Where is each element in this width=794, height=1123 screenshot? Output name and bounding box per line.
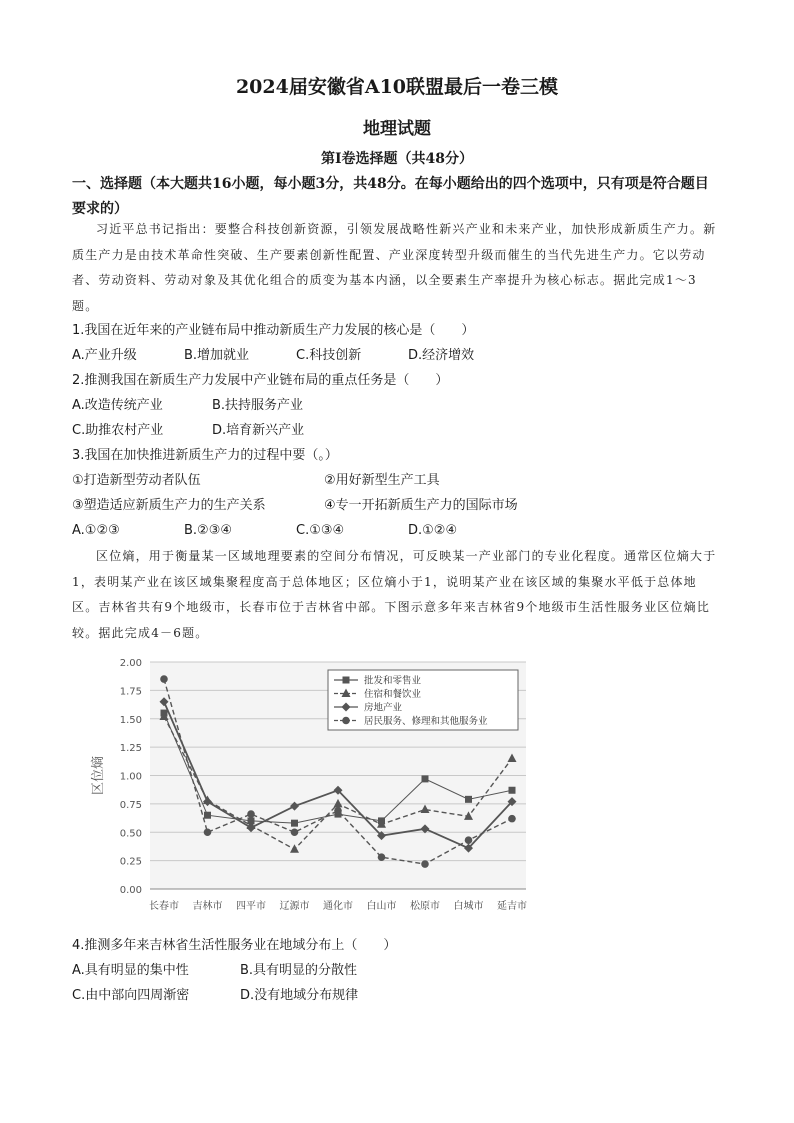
- x-tick-label: 延吉市: [497, 901, 527, 912]
- series-4-point: [291, 828, 299, 836]
- y-tick-label: 0.25: [119, 856, 142, 868]
- question-3-option-b: B.②③④: [184, 523, 233, 538]
- y-tick-label: 0.00: [119, 885, 142, 896]
- x-tick-label: 松原市: [410, 901, 440, 912]
- question-4-stem: 4.推测多年来吉林省生活性服务业在地域分布上（ ）: [72, 938, 397, 953]
- series-4-point: [334, 807, 342, 815]
- passage-1: 习近平总书记指出：要整合科技创新资源，引领发展战略性新兴产业和未来产业，加快形成新质生产力。新质生产力是由技术革命性突破、生产要素创新性配置、产业深度转型升级而催生的当代先进生产力。它以劳动者、劳动资料、劳动对象及其优化组合的质变为基本内涵，以全要素生产率提升为核心标志。据此完成1～3题。: [72, 222, 717, 313]
- question-3-statement-3: ③塑造适应新质生产力的生产关系: [72, 498, 266, 513]
- section-heading: 一、选择题（本大题共16小题，每小题3分，共48分。在每小题给出的四个选项中，只有项是符合题目要求的）: [72, 176, 709, 217]
- question-2-option-c: C.助推农村产业: [72, 423, 164, 438]
- y-tick-label: 1.00: [119, 771, 142, 783]
- chart-legend: [328, 670, 518, 730]
- y-axis-label: 区位熵: [91, 755, 106, 796]
- x-tick-label: 辽源市: [279, 901, 310, 912]
- question-4-option-a: A.具有明显的集中性: [72, 963, 189, 978]
- x-tick-label: 四平市: [236, 901, 266, 912]
- legend-marker: [342, 717, 350, 725]
- question-3-stem: 3.我国在加快推进新质生产力的过程中要（。）: [72, 448, 338, 463]
- x-tick-label: 吉林市: [192, 901, 223, 912]
- legend-label: 住宿和餐饮业: [364, 689, 422, 700]
- subject-title: 地理试题: [363, 119, 431, 139]
- x-tick-label: 长春市: [149, 901, 179, 912]
- question-1-option-d: D.经济增效: [408, 348, 475, 363]
- series-1-point: [509, 787, 516, 794]
- y-tick-label: 1.75: [119, 686, 142, 698]
- series-4-point: [378, 853, 386, 861]
- series-1-point: [465, 796, 472, 803]
- question-2-option-b: B.扶持服务产业: [212, 398, 304, 413]
- series-4-point: [508, 815, 516, 823]
- y-tick-label: 1.25: [119, 743, 142, 755]
- question-1-option-b: B.增加就业: [184, 348, 250, 363]
- question-3-statement-1: ①打造新型劳动者队伍: [72, 473, 201, 488]
- passage-2: 区位熵，用于衡量某一区域地理要素的空间分布情况，可反映某一产业部门的专业化程度。通常区位熵大于1，表明某产业在该区域集聚程度高于总体地区；区位熵小于1，说明某产业在该区域的集聚水平低于总体地区。吉林省共有9个地级市，长春市位于吉林省中部。下图示意多年来吉林省9个地级市生活性服务业区位熵比较。据此完成4－6题。: [72, 549, 717, 640]
- question-3-option-d: D.①②④: [408, 523, 458, 538]
- x-tick-label: 通化市: [323, 901, 353, 912]
- question-1-stem: 1.我国在近年来的产业链布局中推动新质生产力发展的核心是（ ）: [72, 323, 475, 338]
- series-4-point: [465, 836, 473, 844]
- series-1-point: [422, 775, 429, 782]
- question-4-option-b: B.具有明显的分散性: [240, 963, 358, 978]
- question-3-option-a: A.①②③: [72, 523, 120, 538]
- question-4-option-d: D.没有地域分布规律: [240, 988, 359, 1003]
- location-quotient-line-chart: [88, 652, 538, 922]
- question-3-statement-4: ④专一开拓新质生产力的国际市场: [324, 498, 518, 513]
- x-tick-label: 白城市: [453, 901, 484, 912]
- question-1-option-a: A.产业升级: [72, 348, 137, 363]
- question-4-option-c: C.由中部向四周渐密: [72, 988, 190, 1003]
- question-2-stem: 2.推测我国在新质生产力发展中产业链布局的重点任务是（ ）: [72, 373, 449, 388]
- series-1-point: [291, 820, 298, 827]
- question-3-statement-2: ②用好新型生产工具: [324, 473, 440, 488]
- legend-label: 房地产业: [364, 702, 403, 714]
- x-tick-label: 白山市: [366, 901, 397, 912]
- question-3-option-c: C.①③④: [296, 523, 345, 538]
- question-2-option-d: D.培育新兴产业: [212, 423, 305, 438]
- series-1-point: [204, 812, 211, 819]
- question-1-option-c: C.科技创新: [296, 348, 362, 363]
- y-tick-label: 2.00: [119, 658, 142, 669]
- question-2-option-a: A.改造传统产业: [72, 398, 163, 413]
- legend-label: 居民服务、修理和其他服务业: [364, 716, 488, 727]
- part-title: 第Ⅰ卷选择题（共48分）: [320, 151, 474, 167]
- legend-label: 批发和零售业: [364, 675, 422, 687]
- y-tick-label: 1.50: [119, 714, 142, 726]
- series-4-point: [160, 675, 168, 683]
- series-4-point: [421, 860, 429, 868]
- exam-title: 2024届安徽省A10联盟最后一卷三模: [235, 76, 559, 98]
- legend-marker: [343, 677, 350, 684]
- series-4-point: [247, 810, 255, 818]
- series-4-point: [204, 828, 212, 836]
- y-tick-label: 0.75: [119, 799, 142, 811]
- y-tick-label: 0.50: [119, 828, 142, 840]
